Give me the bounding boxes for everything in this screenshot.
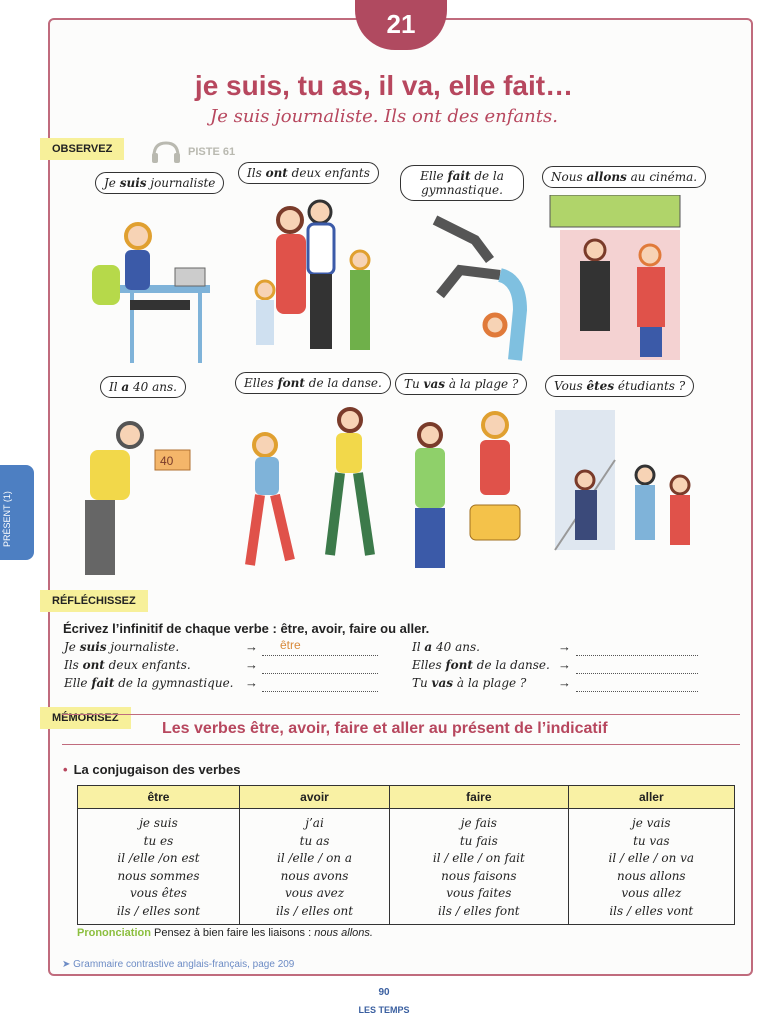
column-header: faire bbox=[390, 786, 569, 809]
arrow: → bbox=[245, 639, 258, 654]
lesson-title: je suis, tu as, il va, elle fait… bbox=[194, 70, 574, 101]
divider bbox=[62, 714, 740, 715]
column-header: avoir bbox=[239, 786, 389, 809]
speech-bubble: Je suis journaliste bbox=[95, 172, 224, 194]
reflechissez-tag: RÉFLÉCHISSEZ bbox=[40, 590, 148, 612]
pronunciation-note: Prononciation Pensez à bien faire les liaisons : nous allons. bbox=[77, 927, 373, 939]
answer-field[interactable] bbox=[576, 641, 698, 656]
illustration-cinema bbox=[545, 195, 705, 385]
arrow: → bbox=[245, 675, 258, 690]
exercise-sentence: Ils ont deux enfants. bbox=[64, 658, 191, 672]
lesson-number-badge: 21 bbox=[355, 0, 447, 50]
conjugation-cell: je suis tu es il /elle /on est nous sommes vous êtes ils / elles sont bbox=[78, 809, 240, 925]
bullet-icon: • bbox=[63, 762, 68, 777]
audio-track[interactable] bbox=[150, 140, 235, 164]
exercise-sentence: Je suis journaliste. bbox=[64, 640, 180, 654]
lesson-subtitle: Je suis journaliste. Ils ont des enfants. bbox=[210, 106, 558, 127]
illustration-family bbox=[240, 190, 400, 380]
arrow: → bbox=[558, 675, 571, 690]
speech-bubble: Il a 40 ans. bbox=[100, 376, 186, 398]
exercise-sentence: Elle fait de la gymnastique. bbox=[64, 676, 234, 690]
headphones-icon bbox=[150, 140, 182, 164]
svg-text:40: 40 bbox=[160, 454, 174, 468]
conjugation-cell: je fais tu fais il / elle / on fait nous faisons vous faites ils / elles font bbox=[390, 809, 569, 925]
arrow: → bbox=[558, 657, 571, 672]
arrow: → bbox=[558, 639, 571, 654]
conjugation-table bbox=[77, 785, 735, 925]
side-tab-present[interactable]: PRÉSENT (1) bbox=[0, 465, 34, 560]
illustration-journalist bbox=[80, 200, 240, 390]
answer-field[interactable] bbox=[262, 659, 378, 674]
observez-tag: OBSERVEZ bbox=[40, 138, 124, 160]
grammar-link[interactable]: ➤ Grammaire contrastive anglais-français, page 209 bbox=[62, 959, 295, 970]
column-header: aller bbox=[568, 786, 734, 809]
conjugation-heading: • La conjugaison des verbes bbox=[63, 762, 241, 777]
exercise-sentence: Il a 40 ans. bbox=[412, 640, 480, 654]
divider bbox=[62, 744, 740, 745]
speech-bubble: Elles font de la danse. bbox=[235, 372, 391, 394]
speech-bubble: Vous êtes étudiants ? bbox=[545, 375, 694, 397]
illustration-dance bbox=[230, 395, 390, 585]
illustration-birthday bbox=[80, 410, 240, 600]
section-name: LES TEMPS bbox=[358, 1005, 410, 1015]
exercise-sentence: Elles font de la danse. bbox=[412, 658, 550, 672]
answer-field[interactable] bbox=[576, 677, 698, 692]
page-number: 90 bbox=[378, 987, 390, 998]
conjugation-cell: j’ai tu as il /elle / on a nous avons vous avez ils / elles ont bbox=[239, 809, 389, 925]
speech-bubble: Tu vas à la plage ? bbox=[395, 373, 527, 395]
piste-label: PISTE 61 bbox=[188, 146, 236, 158]
memorisez-tag: MÉMORISEZ bbox=[40, 707, 131, 729]
illustration-students bbox=[545, 400, 705, 590]
answer-field[interactable] bbox=[262, 677, 378, 692]
speech-bubble: Ils ont deux enfants bbox=[238, 162, 379, 184]
speech-bubble: Nous allons au cinéma. bbox=[542, 166, 706, 188]
answer-field[interactable] bbox=[576, 659, 698, 674]
column-header: être bbox=[78, 786, 240, 809]
exercise-sentence: Tu vas à la plage ? bbox=[412, 676, 527, 690]
arrow: → bbox=[245, 657, 258, 672]
speech-bubble: Elle fait de la gymnastique. bbox=[400, 165, 524, 201]
instruction: Écrivez l’infinitif de chaque verbe : être, avoir, faire ou aller. bbox=[63, 621, 430, 636]
conjugation-cell: je vais tu vas il / elle / on va nous allons vous allez ils / elles vont bbox=[568, 809, 734, 925]
memorisez-title: Les verbes être, avoir, faire et aller au présent de l’indicatif bbox=[162, 720, 608, 737]
illustration-beach bbox=[395, 400, 555, 590]
answer-example: être bbox=[280, 638, 301, 652]
